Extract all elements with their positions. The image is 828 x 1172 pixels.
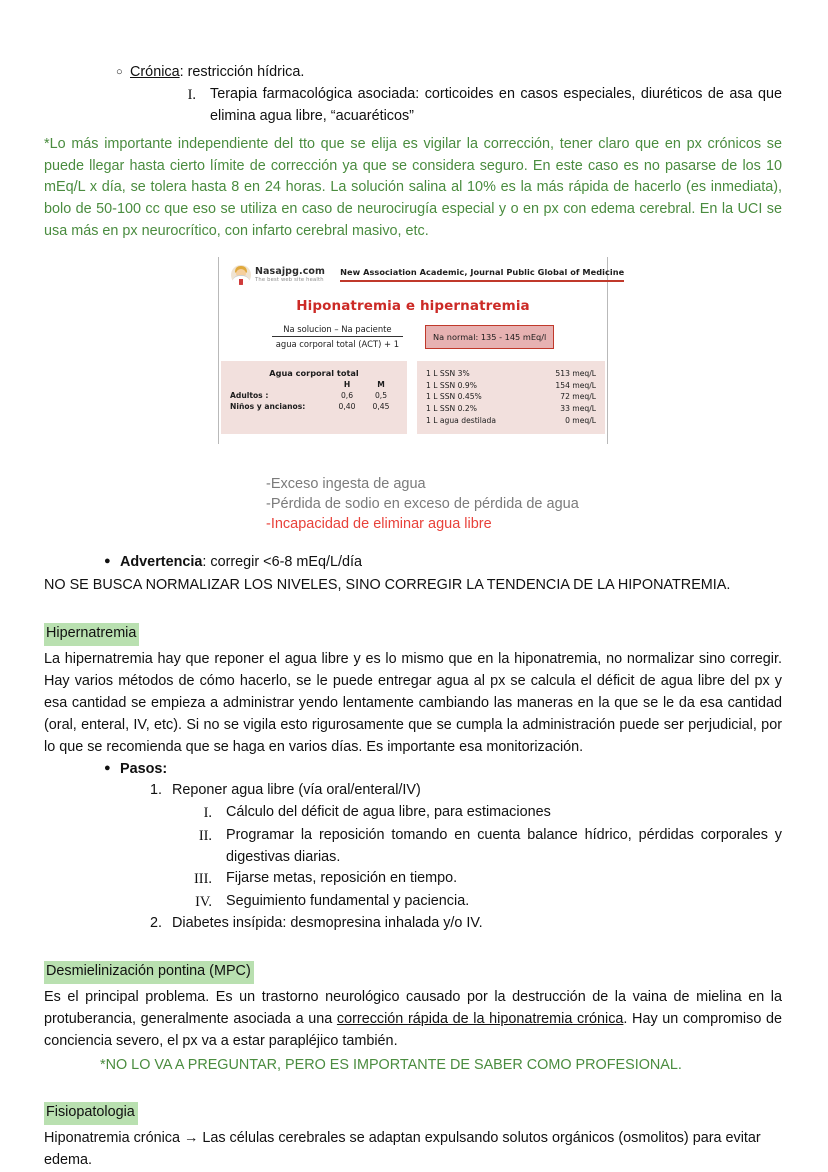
section-heading-mpc: Desmielinización pontina (MPC) — [44, 961, 254, 984]
step-1-number: 1. — [149, 782, 162, 799]
journal-red-rule — [340, 280, 624, 282]
mpc-underlined-phrase: corrección rápida de la hiponatremia crónica — [336, 1010, 624, 1027]
substep-iii-number: III. — [194, 871, 212, 888]
image-bullet-1: -Exceso ingesta de agua — [266, 476, 426, 493]
ssn-solution: 1 L agua destilada — [426, 416, 497, 426]
section-heading-mpc-wrap — [44, 961, 782, 984]
advertencia-item — [44, 552, 782, 574]
image-bullet-lines — [44, 474, 782, 534]
substep-ii — [172, 825, 782, 869]
na-normal-box: Na normal: 135 - 145 mEq/l — [425, 325, 554, 349]
pasos-item — [44, 759, 782, 781]
act-row-h: 0,40 — [338, 401, 356, 411]
list-item-cronica — [116, 62, 782, 84]
act-row-h: 0,6 — [340, 390, 354, 400]
fisiopatologia-paragraph: Hiponatremia crónica → Las células cerebrales se adaptan expulsando solutos orgánicos (osmolitos) para evitar edema. — [44, 1130, 761, 1169]
advertencia-rest: : corregir <6-8 mEq/L/día — [202, 554, 362, 571]
green-note-paragraph: *Lo más importante independiente del tto que se elija es vigilar la corrección, tener claro que en px crónicos se puede llegar hasta cierto límite de corrección ya que se considera seguro. En este caso es no pasarse de los 10 mEq/L x día, se tolera hasta 8 en 24 horas. La solución salina al 10% es la más rápida de hacerlo (es inmediata), bolo de 50-100 cc que eso se utiliza en caso de neurocirugía especial y o en px con edema cerebral. En la UCI se usa más en px neurocrítico, con infarto cerebral masivo, etc. — [44, 135, 782, 240]
ssn-value: 72 meq/L — [560, 392, 596, 402]
table-row-header — [230, 379, 398, 390]
act-table — [230, 379, 398, 412]
brand-tagline: The best web site health — [255, 276, 324, 283]
act-row-m: 0,45 — [372, 401, 390, 411]
step-2-number: 2. — [149, 915, 162, 932]
cronica-line — [130, 62, 782, 84]
act-row-m: 0,5 — [374, 390, 388, 400]
formula-denominator: agua corporal total (ACT) + 1 — [272, 336, 403, 350]
ssn-solution: 1 L SSN 0.2% — [426, 404, 477, 414]
table-row — [426, 379, 596, 391]
brand-name: Nasajpg.com — [255, 265, 326, 277]
substep-iii-text: Fijarse metas, reposición en tiempo. — [226, 870, 458, 887]
advertencia-caps-line: NO SE BUSCA NORMALIZAR LOS NIVELES, SINO CORREGIR LA TENDENCIA DE LA HIPONATREMIA. — [44, 577, 731, 594]
brand-block — [255, 267, 325, 283]
ssn-table — [426, 368, 596, 427]
ssn-value: 0 meq/L — [565, 416, 596, 426]
cronica-list — [44, 62, 782, 84]
substep-i — [172, 802, 782, 824]
terapia-farmacologica-item — [44, 84, 782, 128]
bullet-dot-icon: ● — [104, 555, 111, 568]
figure-logo — [231, 265, 331, 285]
substep-iv-number: IV. — [195, 893, 212, 910]
hipernatremia-paragraph: La hipernatremia hay que reponer el agua libre y es lo mismo que en la hiponatremia, no normalizar sino corregir. Hay varios métodos de cómo hacerlo, se le puede entregar agua al px se calcula el déficit de agua libre del px y esa cantidad se empieza a administrar yendo lentamente cambiando las maneras en la que se le da esa cantidad (oral, enteral, IV, etc). Si no se vigila esto rigurosamente que se cumpla la administración puede ser perjudicial, por lo que se recomienda que se haga en varios días. Es importante esa monitorización. — [44, 651, 782, 755]
roman-numeral-i: I. — [187, 86, 196, 103]
figure-title: Hiponatremia e hipernatremia — [296, 298, 530, 315]
substep-iv-text: Seguimiento fundamental y paciencia. — [226, 892, 470, 909]
journal-name: New Association Academic, Journal Public Global of Medicine — [340, 267, 625, 278]
ssn-value: 513 meq/L — [555, 368, 596, 378]
table-row — [426, 368, 596, 380]
table-row — [426, 391, 596, 403]
act-row-label: Niños y ancianos: — [230, 401, 306, 411]
substep-ii-number: II. — [198, 827, 212, 844]
sodium-formula — [272, 323, 403, 350]
mpc-part-1: Es el principal problema. Es un trastorno neurológico causado por la destrucción de la vaina de mielina en la protuberancia, generalmente asociada a una — [44, 988, 782, 1027]
section-heading-fisiopatologia: Fisiopatologia — [44, 1102, 138, 1125]
figure-formula-row — [227, 323, 599, 350]
table-row — [230, 401, 398, 412]
substep-i-number: I. — [203, 805, 212, 822]
table-row — [426, 403, 596, 415]
pasos-substeps — [44, 802, 782, 913]
ssn-panel — [417, 361, 605, 435]
embedded-figure-wrapper — [44, 257, 782, 444]
ssn-solution: 1 L SSN 3% — [426, 368, 470, 378]
section-heading-hipernatremia: Hipernatremia — [44, 623, 139, 646]
act-row-label: Adultos : — [230, 390, 269, 400]
hollow-bullet-icon: ○ — [116, 66, 123, 78]
advertencia-label: Advertencia — [120, 554, 203, 571]
figure-tables — [227, 361, 599, 435]
substep-ii-text: Programar la reposición tomando en cuenta balance hídrico, pérdidas corporales y digestivas diarias. — [226, 826, 782, 865]
act-table-title: Agua corporal total — [269, 367, 359, 378]
cronica-rest: : restricción hídrica. — [179, 64, 305, 80]
act-panel — [221, 361, 407, 435]
mpc-paragraph — [44, 987, 782, 1053]
pasos-step-2 — [44, 913, 782, 935]
formula-numerator: Na solucion – Na paciente — [283, 324, 392, 335]
ssn-solution: 1 L SSN 0.9% — [426, 380, 477, 390]
terapia-farmacologica-text: Terapia farmacológica asociada: corticoides en casos especiales, diuréticos de asa que elimina agua libre, “acuaréticos” — [210, 85, 782, 124]
figure-header — [227, 263, 625, 285]
image-bullet-2: -Pérdida de sodio en exceso de pérdida de agua — [266, 496, 579, 513]
table-row — [230, 390, 398, 401]
act-col-m: M — [377, 379, 385, 389]
step-2-text: Diabetes insípida: desmopresina inhalada y/o IV. — [172, 915, 483, 932]
ssn-value: 33 meq/L — [560, 404, 596, 414]
doctor-avatar-icon — [231, 265, 251, 285]
advertencia-line — [120, 552, 782, 574]
ssn-value: 154 meq/L — [555, 380, 596, 390]
ssn-solution: 1 L SSN 0.45% — [426, 392, 482, 402]
pasos-label: Pasos: — [120, 760, 168, 777]
table-row — [426, 415, 596, 427]
pasos-step-1 — [44, 780, 782, 802]
mpc-green-note: *NO LO VA A PREGUNTAR, PERO ES IMPORTANTE DE SABER COMO PROFESIONAL. — [100, 1056, 682, 1073]
section-heading-fisiopatologia-wrap — [44, 1102, 782, 1125]
cronica-label: Crónica — [130, 64, 180, 80]
substep-iv — [172, 891, 782, 913]
substep-iii — [172, 868, 782, 890]
substep-i-text: Cálculo del déficit de agua libre, para estimaciones — [226, 804, 551, 821]
mpc-part-2: . Hay un compromiso de conciencia severo, el px va a estar parapléjico también. — [44, 1010, 782, 1049]
journal-column — [340, 265, 624, 282]
embedded-figure — [218, 257, 625, 444]
image-bullet-3: -Incapacidad de eliminar agua libre — [266, 516, 492, 533]
act-col-h: H — [343, 379, 351, 389]
bullet-dot-icon: ● — [104, 761, 111, 774]
section-heading-hipernatremia-wrap — [44, 623, 782, 646]
step-1-text: Reponer agua libre (vía oral/enteral/IV) — [172, 782, 421, 799]
